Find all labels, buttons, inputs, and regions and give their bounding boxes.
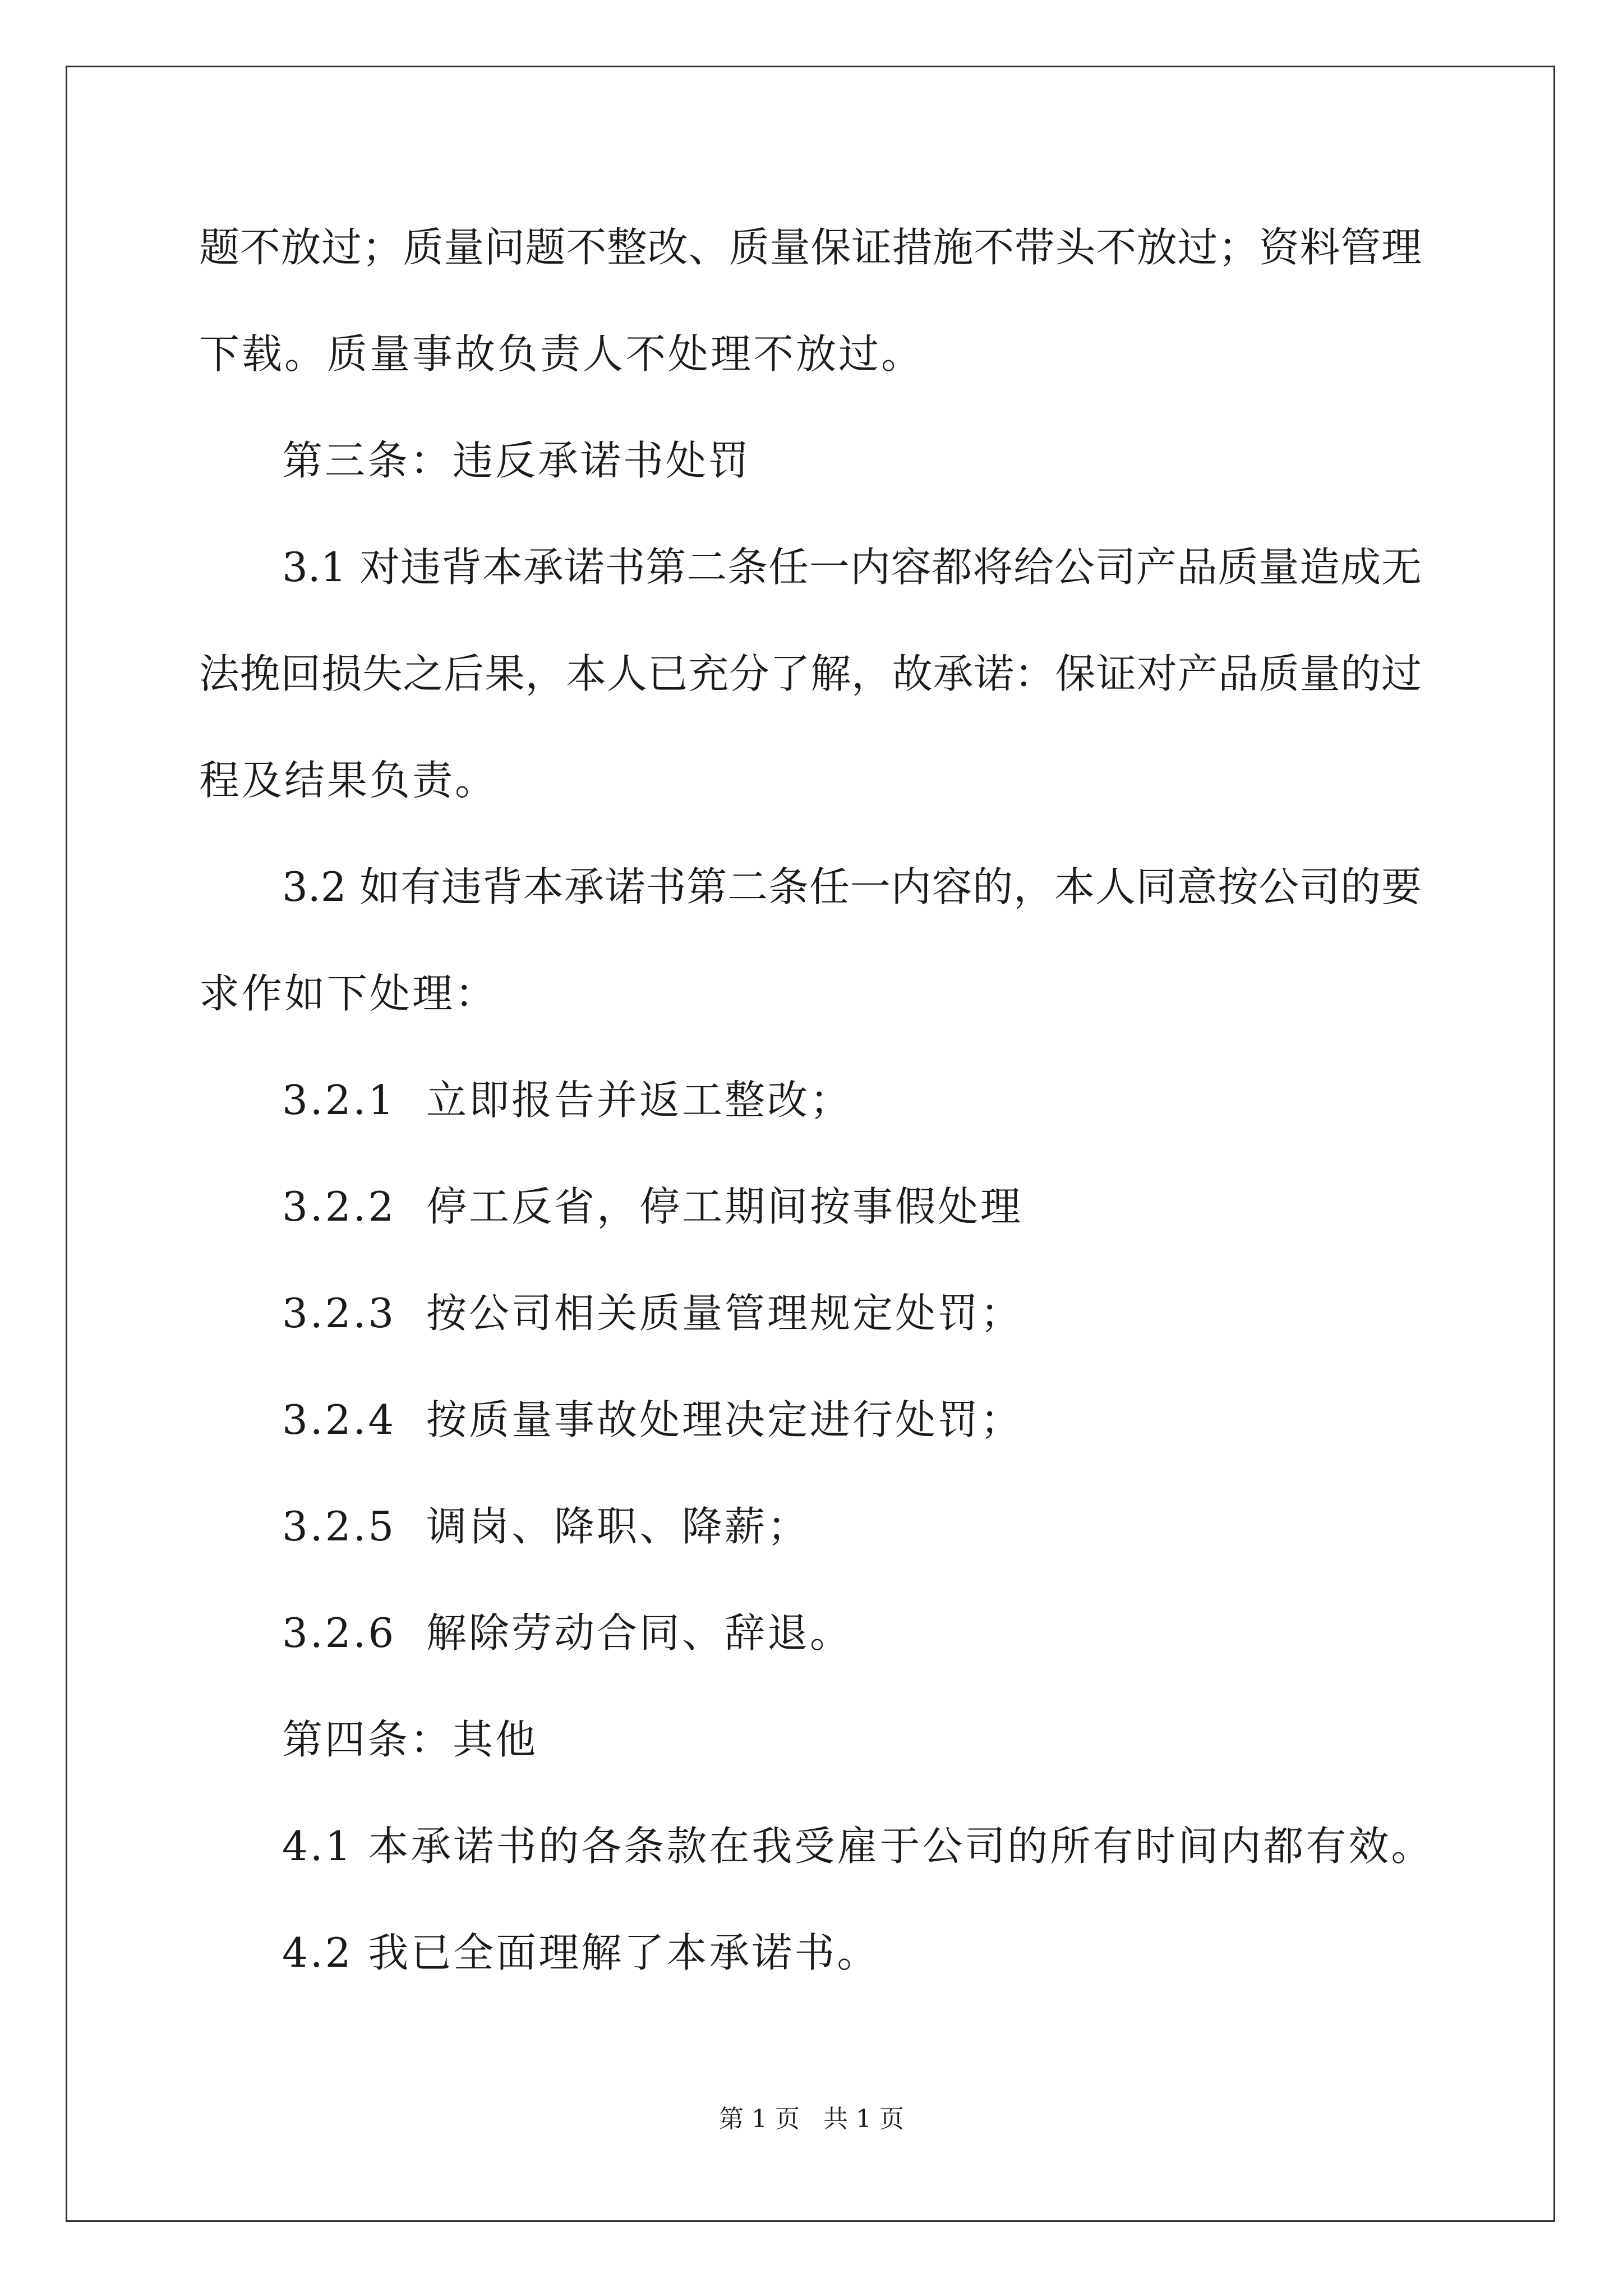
paragraph-line: 程及结果负责。 (199, 757, 498, 804)
paragraph-line: 3.1 对违背本承诺书第二条任一内容都将给公司产品质量造成无 (282, 544, 1422, 591)
paragraph-line: 4.1 本承诺书的各条款在我受雇于公司的所有时间内都有效。 (282, 1823, 1434, 1870)
list-item: 3.2.1 立即报告并返工整改； (282, 1076, 852, 1124)
page-number-footer: 第 1 页 共 1 页 (719, 2105, 904, 2133)
paragraph-line: 求作如下处理： (199, 970, 498, 1017)
list-item: 3.2.6 解除劳动合同、辞退。 (282, 1609, 852, 1657)
list-item: 3.2.2 停工反省，停工期间按事假处理 (282, 1183, 1023, 1230)
paragraph-line: 题不放过；质量问题不整改、质量保证措施不带头不放过；资料管理 (199, 224, 1422, 271)
paragraph-line: 法挽回损失之后果，本人已充分了解，故承诺：保证对产品质量的过 (199, 650, 1422, 697)
section-heading: 第三条：违反承诺书处罚 (282, 437, 751, 484)
list-item: 3.2.4 按质量事故处理决定进行处罚； (282, 1396, 1023, 1443)
paragraph-line: 4.2 我已全面理解了本承诺书。 (282, 1929, 880, 1976)
list-item: 3.2.5 调岗、降职、降薪； (282, 1503, 810, 1550)
page-border (66, 66, 1555, 2222)
list-item: 3.2.3 按公司相关质量管理规定处罚； (282, 1290, 1023, 1337)
section-heading: 第四条：其他 (282, 1716, 538, 1763)
paragraph-line: 3.2 如有违背本承诺书第二条任一内容的，本人同意按公司的要 (282, 863, 1422, 910)
paragraph-line: 下载。质量事故负责人不处理不放过。 (199, 330, 924, 378)
